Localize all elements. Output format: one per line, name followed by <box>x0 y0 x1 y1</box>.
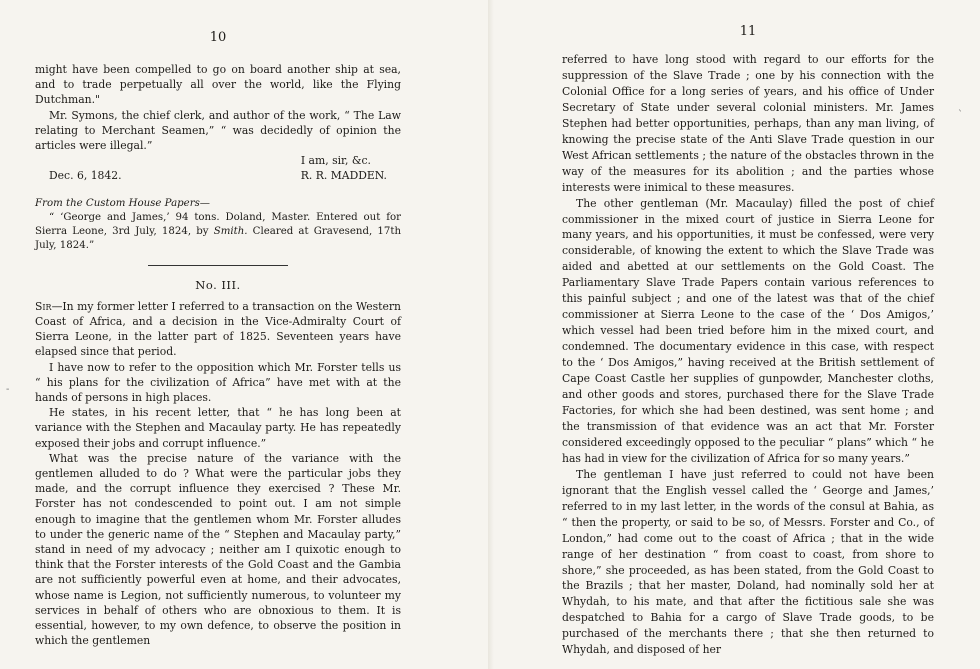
book-gutter <box>488 0 494 669</box>
signature-line <box>35 168 401 183</box>
page-number-right: 11 <box>739 24 757 39</box>
right-page-text <box>562 52 934 658</box>
left-page-text <box>35 62 401 649</box>
paragraph: Sir—In my former letter I referred to a transaction on the Western Coast of Africa, and a decision in the Vice-Admiralty Court of Sierra Leone, in the latter part of 1825. Seventeen years have elapsed since that period. <box>35 299 401 359</box>
left-page <box>35 0 401 669</box>
closing: I am, sir, &c. <box>300 154 371 168</box>
paragraph: The other gentleman (Mr. Macaulay) filled the post of chief commissioner in the mixed court of justice in Sierra Leone for many years, and his opportunities, it must be confessed, were very considerable, of knowing the extent to which the Slave Trade was aided and abetted at our settlements on the Gold Coast. The Parliamentary Slave Trade Papers contain various references to this painful subject ; and one of the latest was that of the chief commissioner at Sierra Leone to the case of the ‘ Dos Amigos,’ which vessel had been tried before him in the mixed court, and condemned. The documentary evidence in this case, with respect to the ‘ Dos Amigos,” having received at the British settlement of Cape Coast Castle her supplies of gunpowder, Manchester cloths, and other goods and stores, purchased there for the Slave Trade Factories, for which she had been destined, was sent home ; and the transmission of that evidence was an act that Mr. Forster considered exceedingly opposed to the peculiar “ plans” which “ he has had in view for the civilization of Africa for so many years.” <box>562 196 934 465</box>
page-number-left: 10 <box>209 30 227 45</box>
paragraph: Mr. Symons, the chief clerk, and author of the work, “ The Law relating to Merchant Seamen,” “ was decidedly of opinion the articles were illegal.” <box>35 108 401 153</box>
margin-mark: ` <box>958 110 963 121</box>
extract-source: From the Custom House Papers— <box>35 197 210 209</box>
extract-text: “ ‘George and James,’ 94 tons. Doland, Master. Entered out for Sierra Leone, 3rd July, 1824, by Smith. Cleared at Gravesend, 17th July, 1824.” <box>35 211 401 251</box>
closing-line <box>35 153 401 168</box>
paragraph: The gentleman I have just referred to could not have been ignorant that the English vessel called the ‘ George and James,’ referred to in my last letter, in the words of the consul at Bahia, as “ then the property, or said to be so, of Messrs. Forster and Co., of London,” had come out to the coast of Africa ; that in the wide range of her destination “ from coast to coast, from shore to shore,” she proceeded, as has been stated, from the Gold Coast to the Brazils ; that her master, Doland, had nominally sold her at Whydah, to his mate, and that after the fictitious sale she was despatched to Bahia for a cargo of Slave Trade goods, to be purchased of the merchants there ; that she then returned to Whydah, and disposed of her <box>562 467 934 657</box>
right-page <box>562 0 934 669</box>
section-divider <box>148 265 288 266</box>
paragraph: What was the precise nature of the variance with the gentlemen alluded to do ? What were the particular jobs they made, and the corrupt influence they exercised ? These Mr. Forster has not condescended to point out. I am not simple enough to imagine that the gentlemen whom Mr. Forster alludes to under the generic name of the “ Stephen and Macaulay party,” stand in need of my advocacy ; neither am I quixotic enough to think that the Forster interests of the Gold Coast and the Gambia are not sufficiently powerful even at home, and their advocates, whose name is Legion, not sufficiently numerous, to volunteer my services in behalf of others who are obnoxious to them. It is essential, however, to my own defence, to observe the position in which the gentlemen <box>35 451 401 648</box>
paragraph: might have been compelled to go on board another ship at sea, and to trade perpetually all over the world, like the Flying Dutchman." <box>35 63 401 107</box>
paragraph: referred to have long stood with regard to our efforts for the suppression of the Slave Trade ; one by his connection with the Colonial Office for a long series of years, and his office of Under Secretary of State under several colonial ministers. Mr. James Stephen had better opportunities, perhaps, than any man living, of knowing the precise state of the Anti Slave Trade question in our West African settlements ; the nature of the obstacles thrown in the way of the measures for its abolition ; and the parties whose interests were inimical to these measures. <box>562 53 934 194</box>
margin-mark: - <box>6 384 10 395</box>
paragraph: He states, in his recent letter, that “ he has long been at variance with the Stephen and Macaulay party. He has repeatedly exposed their jobs and corrupt influence.” <box>35 406 401 450</box>
salutation: Sir <box>35 299 52 313</box>
letter-date: Dec. 6, 1842. <box>49 169 122 183</box>
section-title: No. III. <box>195 277 241 292</box>
paragraph: I have now to refer to the opposition which Mr. Forster tells us “ his plans for the civilization of Africa” have met with at the hands of persons in high places. <box>35 360 401 405</box>
signature: R. R. MADDEN. <box>300 169 387 183</box>
